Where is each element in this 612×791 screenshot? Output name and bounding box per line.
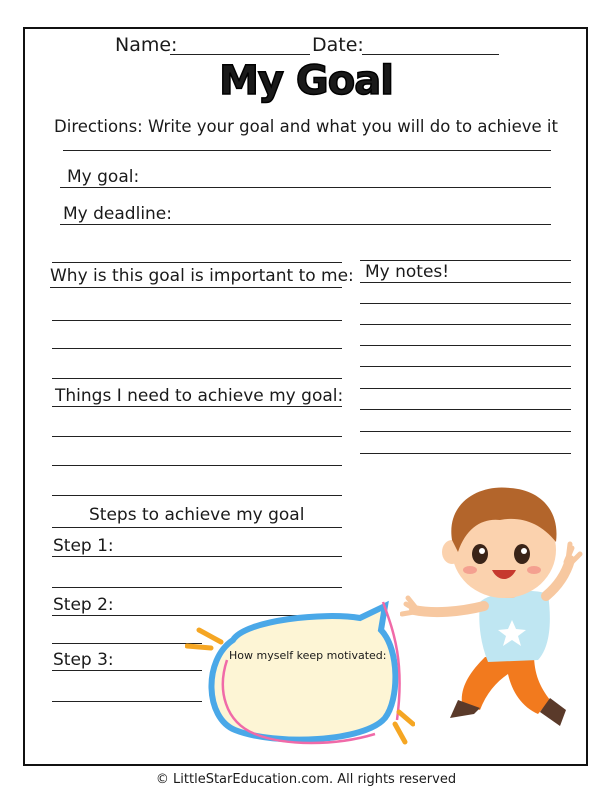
steps-heading: Steps to achieve my goal — [89, 505, 305, 525]
step1-label: Step 1: — [53, 536, 114, 556]
notes-line[interactable] — [360, 282, 571, 283]
goal-label: My goal: — [67, 167, 140, 187]
writing-line[interactable] — [52, 587, 342, 588]
things-label: Things I need to achieve my goal: — [55, 386, 344, 406]
writing-line[interactable] — [52, 320, 342, 321]
deadline-label: My deadline: — [63, 204, 172, 224]
directions-text: Directions: Write your goal and what you will do to achieve it — [54, 117, 558, 136]
writing-line — [52, 527, 342, 528]
step3-input-line[interactable] — [52, 670, 202, 671]
notes-line[interactable] — [360, 409, 571, 410]
copyright-footer: © LittleStarEducation.com. All rights reserved — [155, 772, 457, 787]
motivation-label: How myself keep motivated: — [229, 649, 387, 662]
divider — [63, 150, 551, 151]
writing-line[interactable] — [52, 378, 342, 379]
burst-lines-left — [187, 630, 221, 648]
notes-line[interactable] — [360, 431, 571, 432]
why-label: Why is this goal is important to me: — [50, 266, 354, 286]
writing-line — [52, 262, 342, 263]
writing-line — [52, 406, 342, 407]
notes-line[interactable] — [360, 345, 571, 346]
name-input-line[interactable] — [170, 54, 310, 55]
notes-line[interactable] — [360, 366, 571, 367]
writing-line[interactable] — [52, 436, 342, 437]
page-title: My Goal — [219, 58, 393, 104]
writing-line[interactable] — [52, 465, 342, 466]
date-label: Date: — [312, 34, 364, 56]
name-label: Name: — [115, 34, 178, 56]
deadline-input-line[interactable] — [60, 224, 551, 225]
writing-line[interactable] — [52, 643, 202, 644]
date-input-line[interactable] — [362, 54, 499, 55]
notes-label: My notes! — [365, 262, 450, 282]
notes-line[interactable] — [360, 388, 571, 389]
notes-line[interactable] — [360, 324, 571, 325]
step2-label: Step 2: — [53, 595, 114, 615]
writing-line[interactable] — [52, 495, 342, 496]
step3-label: Step 3: — [53, 650, 114, 670]
writing-line[interactable] — [52, 348, 342, 349]
speech-bubble — [185, 600, 415, 750]
notes-line[interactable] — [360, 453, 571, 454]
step1-input-line[interactable] — [52, 556, 342, 557]
goal-input-line[interactable] — [60, 187, 551, 188]
writing-line[interactable] — [52, 701, 202, 702]
writing-line — [360, 260, 571, 261]
writing-line — [50, 287, 342, 288]
jumping-boy-illustration — [400, 482, 585, 732]
notes-line[interactable] — [360, 303, 571, 304]
